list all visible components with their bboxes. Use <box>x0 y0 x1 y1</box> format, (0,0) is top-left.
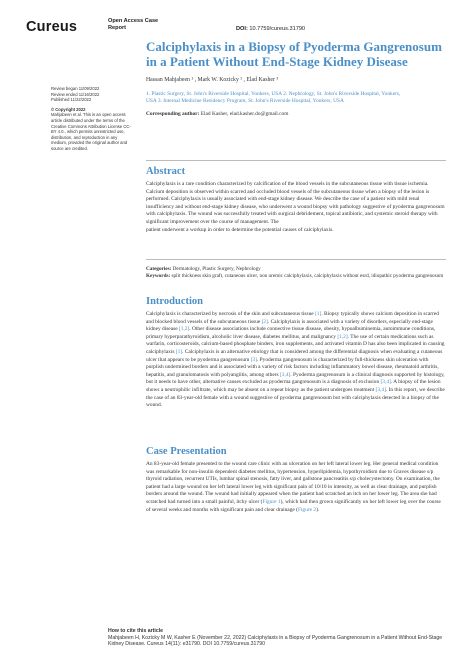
case-text-3: ). <box>316 506 320 513</box>
abstract-heading: Abstract <box>146 166 186 177</box>
doi <box>236 26 305 32</box>
abstract-paragraph-2: patient underwent a workup in order to determine the potential causes of calciphylaxis. <box>146 226 334 233</box>
open-access-line-1: Open Access Case <box>108 18 159 24</box>
how-to-cite-text: Mahjabeen H, Kozicky M W, Kasher E (November 22, 2022) Calciphylaxis in a Biopsy of Pyoderma Gangrenosum in a Patient Without End-Stage Kidney Disease. Cureus 14(11): e31790. DOI 10.7759/cureus.31790 <box>108 634 443 648</box>
review-dates <box>51 86 133 103</box>
corresponding-author <box>146 111 446 117</box>
citation-ref[interactable]: [3] <box>250 356 257 363</box>
citation-ref[interactable]: [1,2] <box>337 333 348 340</box>
keywords-value: split thickness skin graft, cutaneous ulcer, non uremic calciphylaxis, calciphylaxis without esrd, idiopathic pyoderma gangrenosum <box>171 273 444 280</box>
citation-ref[interactable]: [2] <box>261 318 268 325</box>
citation-ref[interactable]: [1] <box>175 348 183 355</box>
case-presentation-body <box>146 461 446 514</box>
intro-text-5: . The use of certain medications such as warfarin, corticosteroids, calcium-based phosphate binders, iron supplements, and activated vitamin D has also been implicated in causing calciphylaxis <box>146 333 445 355</box>
published-date: Published 11/22/2022 <box>51 97 92 103</box>
affiliation-line-1: 1. Plastic Surgery, St. John's Riverside Hospital, Yonkers, USA 2. Nephrology, St. John's Riverside Hospital, Yonkers, <box>146 91 401 97</box>
intro-text-8: . Pyoderma gangrenosum is a clinical diagnosis supported by histology, but it needs to have other, alternative causes excluded as pyoderma gangrenosum is a diagnosis of exclusion <box>146 371 445 386</box>
article-title: Calciphylaxis in a Biopsy of Pyoderma Gangrenosum in a Patient Without End-Stage Kidney Disease <box>146 39 442 69</box>
open-access-line-2: Report <box>108 25 127 31</box>
categories-label: Categories: <box>146 266 172 272</box>
affiliations <box>146 91 446 105</box>
citation-ref[interactable]: [3,4] <box>375 386 386 393</box>
intro-text-1: Calciphylaxis is characterized by necrosis of the skin and subcutaneous tissue <box>146 311 316 317</box>
how-to-cite <box>108 628 448 648</box>
introduction-body <box>146 311 446 410</box>
intro-text-2: . Biopsy typically shows calcium deposition in scarred and blocked blood vessels of the subcutaneous tissue <box>146 311 439 325</box>
citation-ref[interactable]: [3,4] <box>380 379 391 386</box>
doi-label: DOI: <box>236 26 248 32</box>
intro-text-10: . In this report, we describe the case of an 83-year-old female with a wound suggestive of pyoderma gangrenosum but with calciphylaxis detected in a biopsy of the wound. <box>146 386 445 409</box>
abstract-paragraph-1: Calciphylaxis is a rare condition characterized by calcification of the blood vessels in the subcutaneous tissue with tissue ischemia. Calcium deposition is observed within scarred and occluded blood vessels of the subcutaneous tissue when a biopsy of the lesion is performed. Calciphylaxis is usually associated with end-stage kidney disease. We describe the case of a patient with mild renal insufficiency and without end-stage kidney disease, who underwent a wound biopsy with pathology suggestive of pyoderma gangrenosum with calciphylaxis. The wound was successfully treated with surgical debridement, topical antibiotic, and systemic steroid therapy with significant improvement over the course of management. The <box>146 181 445 225</box>
open-access-label <box>108 18 158 32</box>
copyright-heading: © Copyright 2022 <box>51 106 86 112</box>
keywords-line <box>146 273 446 280</box>
divider-top <box>146 160 446 161</box>
intro-text-6: . Calciphylaxis is an alternative etiology that is considered among the differential diagnosis when evaluating a cutaneous ulcer that appears to be pyoderma gangrenosum <box>146 348 443 363</box>
categories-block <box>146 266 446 280</box>
abstract-body <box>146 181 446 234</box>
copyright-text: Mahjabeen et al. This is an open access article distributed under the terms of the Creative Commons Attribution License CC-BY 4.0., which permits unrestricted use, distribution, and reproduction in any medium, provided the original author and source are credited. <box>51 112 131 151</box>
citation-ref[interactable]: [1] <box>315 311 322 317</box>
cureus-logo: Cureus <box>26 19 78 35</box>
introduction-heading: Introduction <box>146 296 203 307</box>
review-ended: Review ended 11/16/2022 <box>51 91 100 97</box>
keywords-label: Keywords: <box>146 273 171 280</box>
doi-value[interactable]: 10.7759/cureus.31790 <box>249 26 306 32</box>
author-list: Hassan Mahjabeen ¹ , Mark W. Kozicky ¹ , Elad Kasher ³ <box>146 77 279 83</box>
case-presentation-heading: Case Presentation <box>146 446 227 457</box>
figure-link[interactable]: Figure 1 <box>262 498 281 505</box>
corresponding-author-value[interactable]: Elad Kasher, elad.kasher.do@gmail.com <box>200 111 289 118</box>
affiliation-line-2: USA 3. Internal Medicine Residency Program, St. John's Riverside Hospital, Yonkers, USA <box>146 98 344 105</box>
intro-text-4: . Other disease associations include connective tissue disease, obesity, hypoalbuminemia, autoimmune conditions, primary hyperparathyroidism, alcoholic liver disease, diabetes mellitus, and malignancy <box>146 326 436 340</box>
categories-value: Dermatology, Plastic Surgery, Nephrology <box>172 266 261 272</box>
intro-text-3: . Calciphylaxis is associated with a variety of disorders, especially end-stage kidney disease <box>146 318 433 333</box>
corresponding-author-label: Corresponding author: <box>146 111 200 118</box>
citation-ref[interactable]: [3,4] <box>280 371 291 378</box>
article-header <box>146 40 446 117</box>
article-sidebar <box>51 86 133 152</box>
figure-link[interactable]: Figure 2 <box>297 506 317 513</box>
citation-ref[interactable]: [1,2] <box>178 326 190 333</box>
intro-text-9: . A biopsy of the lesion shows a neutrophilic infiltrate, which may be absent on a repeat biopsy as the patient undergoes treatment <box>146 379 441 393</box>
review-began: Review began 11/09/2022 <box>51 86 100 91</box>
divider-abstract <box>146 259 446 260</box>
case-text-1: An 83-year-old female presented to the wound care clinic with an ulceration on her left lateral lower leg. Her general medical condition was remarkable for non-insulin dependent diabetes mellitus, hypertension, hyperlipidemia, hypothyroidism due to Graves disease s/p thyroid radiation, recurrent UTIs, lumbar spinal stenosis, fatty liver, and gallstone pancreatitis s/p cholecystectomy. On examination, the patient had a large wound on her left lateral lower leg with significant pain of 10/10 in intensity, as well as clear drainage, and purplish borders around the wound. The wound had initially appeared when the patient had scratched an itch on her lower leg. The area she had scratched had turned into a small painful, itchy ulcer ( <box>146 461 440 505</box>
case-text-2: ), which had then grown significantly on her left lower leg over the course of several weeks and months with significant pain and clear drainage ( <box>146 498 441 513</box>
intro-text-7: . Pyoderma gangrenosum is characterized by full-thickness skin ulceration with purplish undermined borders and is associated with a variety of risk factors including inflammatory bowel disease, rheumatoid arthritis, hepatitis, and granulomatosis with polyangiitis, among others <box>146 356 439 378</box>
how-to-cite-label: How to cite this article <box>108 628 164 634</box>
